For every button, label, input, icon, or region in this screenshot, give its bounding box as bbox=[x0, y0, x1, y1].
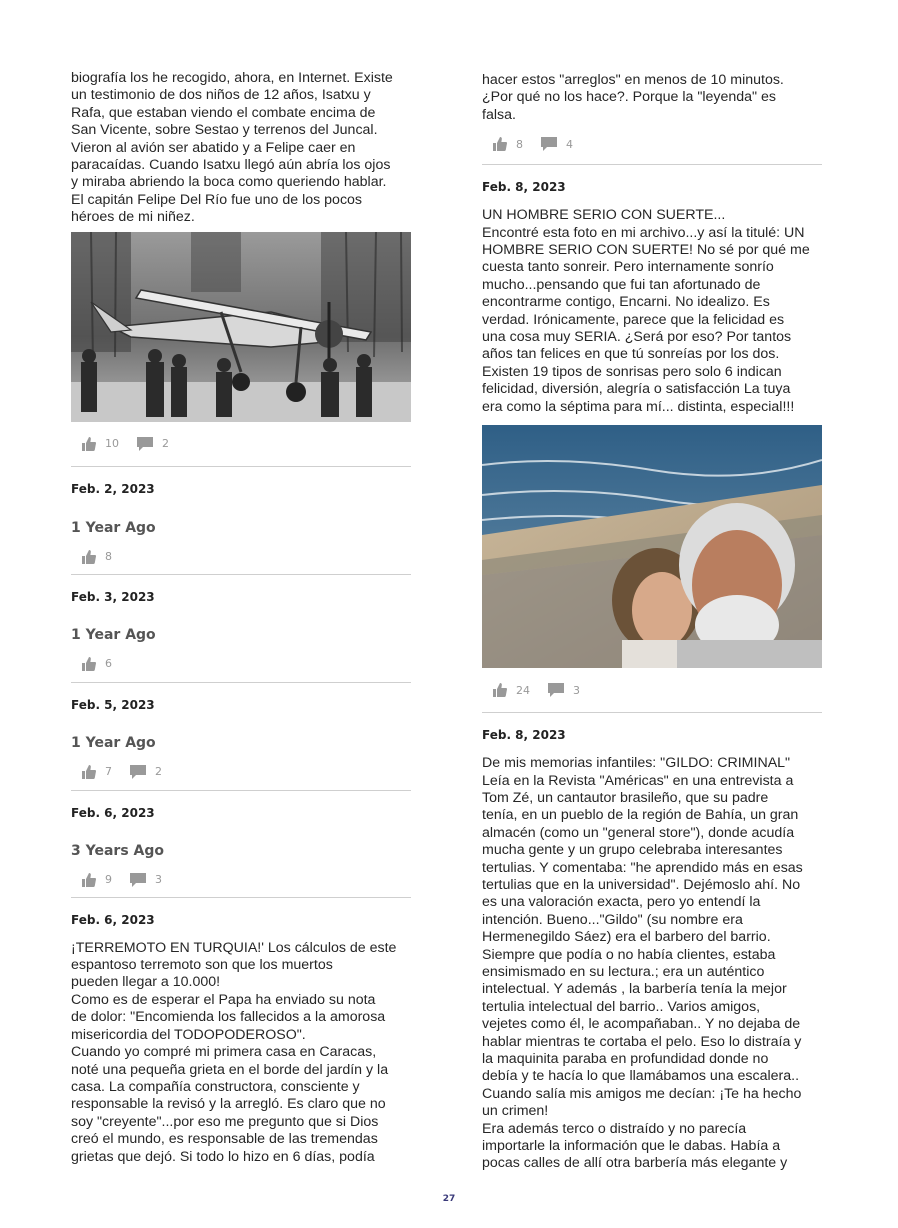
comment-bubble-icon bbox=[130, 873, 146, 887]
like-count: 8 bbox=[516, 137, 523, 151]
comment-button[interactable] bbox=[548, 683, 580, 697]
like-count: 7 bbox=[105, 765, 112, 779]
comment-count: 2 bbox=[155, 765, 162, 779]
time-ago: 1 Year Ago bbox=[71, 626, 156, 643]
like-button[interactable] bbox=[492, 137, 523, 151]
like-count: 24 bbox=[516, 683, 530, 697]
like-count: 9 bbox=[105, 873, 112, 887]
right-column bbox=[482, 72, 822, 1173]
post bbox=[482, 728, 822, 1173]
post-text: hacer estos "arreglos" en menos de 10 minutos. ¿Por qué no los hace?. Porque la "leyenda" es falsa. bbox=[482, 72, 784, 123]
thumbs-up-icon bbox=[492, 683, 507, 697]
post-text: biografía los he recogido, ahora, en Internet. Existe un testimonio de dos niños de 12 años, Isatxu y Rafa, que estaban viendo el combate encima de San Vicente, sobre Sestao y terrenos del Juncal. Vieron al avión ser abatido y a Felipe caer en paracaídas. Cuando Isatxu llegó aún abría los ojos y miraba abriendo la boca como queriendo hablar. El capitán Felipe Del Río fue uno de los pocos héroes de mi niñez. bbox=[71, 70, 393, 226]
comment-button[interactable] bbox=[541, 137, 573, 151]
post bbox=[482, 180, 822, 713]
post-divider bbox=[71, 897, 411, 898]
comment-button[interactable] bbox=[137, 437, 169, 451]
thumbs-up-icon bbox=[81, 437, 96, 451]
post-date: Feb. 8, 2023 bbox=[482, 728, 566, 743]
time-ago: 1 Year Ago bbox=[71, 519, 156, 536]
thumbs-up-icon bbox=[492, 137, 507, 151]
time-ago: 3 Years Ago bbox=[71, 842, 164, 859]
post-stats bbox=[71, 422, 411, 466]
like-button[interactable] bbox=[492, 683, 530, 697]
post-date: Feb. 6, 2023 bbox=[71, 805, 155, 820]
short-post bbox=[71, 683, 411, 790]
comment-count: 3 bbox=[573, 683, 580, 697]
comment-bubble-icon bbox=[130, 765, 146, 779]
post-date: Feb. 2, 2023 bbox=[71, 481, 155, 496]
comment-button[interactable] bbox=[130, 873, 162, 887]
thumbs-up-icon bbox=[81, 873, 96, 887]
left-column bbox=[71, 70, 411, 1166]
comment-bubble-icon bbox=[548, 683, 564, 697]
comment-bubble-icon bbox=[541, 137, 557, 151]
post-stats bbox=[71, 869, 180, 891]
like-count: 8 bbox=[105, 550, 112, 564]
thumbs-up-icon bbox=[81, 657, 96, 671]
short-post bbox=[71, 575, 411, 682]
post-date: Feb. 5, 2023 bbox=[71, 697, 155, 712]
thumbs-up-icon bbox=[81, 550, 96, 564]
like-count: 6 bbox=[105, 657, 112, 671]
short-post bbox=[71, 791, 411, 897]
post-divider bbox=[482, 164, 822, 165]
comment-count: 2 bbox=[162, 437, 169, 451]
short-post bbox=[71, 467, 411, 574]
post-divider bbox=[482, 712, 822, 713]
comment-count: 4 bbox=[566, 137, 573, 151]
like-button[interactable] bbox=[81, 765, 112, 779]
post-text: De mis memorias infantiles: "GILDO: CRIMINAL" Leía en la Revista "Américas" en una entrevista a Tom Zé, un cantautor brasileño, que su padre tenía, en un pueblo de la región de Bahía, un gran almacén (como un "general store"), donde acudía mucha gente y un grupo celebraba interesantes tertulias. Y comentaba: "he aprendido más en esas tertulias que en la universidad". Dejémoslo ahí. No es una valoración exacta, pero yo entendí la intención. Bueno..."Gildo" (su nombre era Hermenegildo Sáez) era el barbero del barrio. Siempre que podía o no había clientes, estaba ensimismado en su lectura.; era un auténtico intelectual. Y además , la barbería tenía la mejor tertulia intelectual del barrio.. Varios amigos, vejetes como él, le acompañaban.. Y no dejaba de hablar mientras te cortaba el pelo. Eso lo distraía y la maquinita paraba en profundidad donde no debía y te hacía lo que llamábamos una escalera.. Cuando salía mis amigos me decían: ¡Te ha hecho un crimen! Era además terco o distraído y no parecía importarle la información que le dabas. Había a pocas calles de allí otra barbería más elegante y bbox=[482, 755, 803, 1172]
post-date: Feb. 6, 2023 bbox=[71, 912, 155, 927]
post-date: Feb. 8, 2023 bbox=[482, 180, 566, 195]
post-text: ¡TERREMOTO EN TURQUIA!' Los cálculos de este espantoso terremoto son que los muertos pueden llegar a 10.000! Como es de esperar el Papa ha enviado su nota de dolor: "Encomienda los fallecidos a la amorosa misericordia del TODOPODEROSO". Cuando yo compré mi primera casa en Caracas, noté una pequeña grieta en el borde del jardín y la casa. La compañía constructora, consciente y responsable la revisó y la arregló. Es claro que no soy "creyente"...por eso me pregunto que si Dios creó el mundo, es responsable de las tremendas grietas que dejó. Si todo lo hizo en 6 días, podía bbox=[71, 939, 397, 1165]
like-button[interactable] bbox=[81, 550, 112, 564]
page-number: 27 bbox=[442, 1194, 456, 1204]
post bbox=[71, 913, 411, 1166]
comment-button[interactable] bbox=[130, 765, 162, 779]
post-text: UN HOMBRE SERIO CON SUERTE... Encontré esta foto en mi archivo...y así la titulé: UN HOMBRE SERIO CON SUERTE! No sé por qué me cuesta tanto sonreir. Pero internamente sonrío mucho...pensando que fui tan afortunado de encontrarme contigo, Encarni. No idealizo. Es verdad. Irónicamente, parece que la felicidad es una cosa muy SERIA. ¿Será por eso? Por tantos años tan felices en que tú sonreías por los dos. Existen 19 tipos de sonrisas pero solo 6 indican felicidad, diversión, alegría o satisfacción La tuya era como la séptima para mí... distinta, especial!!! bbox=[482, 207, 810, 415]
post-stats bbox=[71, 761, 180, 783]
like-button[interactable] bbox=[81, 437, 119, 451]
like-button[interactable] bbox=[81, 657, 112, 671]
post-stats bbox=[71, 546, 130, 568]
post-stats bbox=[482, 124, 822, 164]
airplane-photo[interactable] bbox=[71, 232, 411, 422]
post-stats bbox=[482, 668, 822, 712]
post-stats bbox=[71, 653, 130, 675]
beach-couple-photo[interactable] bbox=[482, 425, 822, 668]
post-date: Feb. 3, 2023 bbox=[71, 589, 155, 604]
like-count: 10 bbox=[105, 437, 119, 451]
time-ago: 1 Year Ago bbox=[71, 734, 156, 751]
comment-count: 3 bbox=[155, 873, 162, 887]
like-button[interactable] bbox=[81, 873, 112, 887]
thumbs-up-icon bbox=[81, 765, 96, 779]
comment-bubble-icon bbox=[137, 437, 153, 451]
